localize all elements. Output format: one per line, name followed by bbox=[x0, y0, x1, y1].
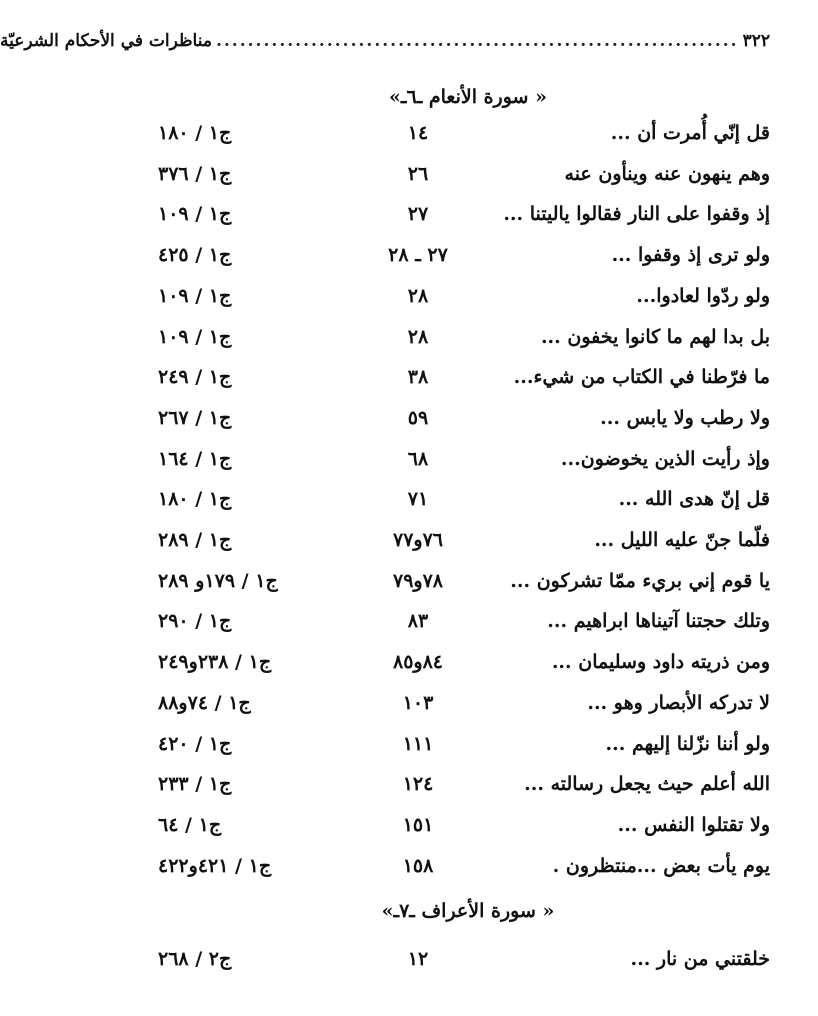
verse-text: ولو ردّوا لعادوا... bbox=[636, 284, 770, 307]
index-row bbox=[158, 403, 770, 433]
section-title: « سورة الأعراف ـ٧ـ» bbox=[381, 900, 555, 922]
index-row bbox=[158, 322, 770, 352]
index-row bbox=[158, 159, 770, 189]
verse-number: ٧٨و٧٩ bbox=[392, 569, 444, 592]
verse-number: ١٠٣ bbox=[402, 691, 434, 714]
index-row bbox=[158, 444, 770, 474]
index-row bbox=[158, 118, 770, 148]
volume-page-ref: ج١ / ٤٢٠ bbox=[158, 732, 232, 755]
index-row bbox=[158, 647, 770, 677]
verse-number: ٨٣ bbox=[407, 610, 429, 633]
verse-number: ١١١ bbox=[402, 732, 434, 755]
volume-page-ref: ج١ / ٢٨٩ bbox=[158, 529, 232, 551]
verse-text: بل بدا لهم ما كانوا يخفون ... bbox=[540, 325, 770, 348]
verse-number: ٢٧ bbox=[407, 203, 429, 226]
volume-page-ref: ج١ / ٧٤و٨٨ bbox=[158, 691, 251, 714]
volume-page-ref: ج١ / ١٠٩ bbox=[158, 284, 232, 307]
volume-page-ref: ج١ / ١٦٤ bbox=[158, 447, 232, 470]
verse-number: ٨٤و٨٥ bbox=[392, 651, 444, 674]
volume-page-ref: ج١ / ٢٣٣ bbox=[158, 773, 232, 796]
volume-page-ref: ج١ / ١٠٩ bbox=[158, 325, 232, 348]
verse-number: ٧٦و٧٧ bbox=[392, 529, 444, 551]
verse-text: فلّما جنّ عليه الليل ... bbox=[594, 529, 770, 551]
volume-page-ref: ج١ / ٢٣٨و٢٤٩ bbox=[158, 651, 272, 674]
running-title: مناظرات في الأحكام الشرعيّة bbox=[0, 31, 212, 51]
index-row bbox=[158, 851, 770, 881]
verse-number: ٣٨ bbox=[407, 366, 429, 389]
verse-text: ولو ترى إذ وقفوا ... bbox=[611, 244, 770, 267]
page-number: ٣٢٢ bbox=[742, 31, 770, 51]
verse-text: ولا رطب ولا يابس ... bbox=[600, 406, 770, 429]
verse-number: ٢٦ bbox=[407, 162, 429, 185]
verse-text: وإذ رأيت الذين يخوضون... bbox=[560, 447, 770, 470]
index-row bbox=[158, 810, 770, 840]
verse-text: وتلك حجتنا آتيناها ابراهيم ... bbox=[547, 610, 770, 633]
verse-text: ما فرّطنا في الكتاب من شيء... bbox=[513, 366, 770, 389]
verse-number: ١٢٤ bbox=[402, 773, 434, 796]
verse-number: ٥٩ bbox=[407, 406, 429, 429]
verse-text: إذ وقفوا على النار فقالوا ياليتنا ... bbox=[503, 203, 770, 226]
volume-page-ref: ج١ / ٢٦٧ bbox=[158, 406, 232, 429]
index-row bbox=[158, 240, 770, 270]
verse-number: ٢٧ ـ ٢٨ bbox=[388, 244, 448, 267]
verse-number: ٧١ bbox=[407, 488, 429, 511]
verse-number: ٢٨ bbox=[407, 325, 429, 348]
verse-text: خلقتني من نار ... bbox=[630, 948, 770, 970]
volume-page-ref: ج١ / ٤٢٥ bbox=[158, 244, 232, 267]
verse-number: ١٥١ bbox=[402, 813, 434, 836]
index-row bbox=[158, 566, 770, 596]
volume-page-ref: ج١ / ٢٩٠ bbox=[158, 610, 232, 633]
index-row bbox=[158, 281, 770, 311]
verse-number: ١٥٨ bbox=[402, 854, 434, 877]
verse-text: ومن ذريته داود وسليمان ... bbox=[551, 651, 770, 674]
verse-text: قل إنّ هدى الله ... bbox=[618, 488, 770, 511]
verse-text: وهم ينهون عنه وينأون عنه bbox=[564, 162, 770, 185]
verse-number: ٦٨ bbox=[407, 447, 429, 470]
index-row bbox=[158, 525, 770, 555]
volume-page-ref: ج١ / ٤٢١و٤٢٢ bbox=[158, 854, 272, 877]
section-title: « سورة الأنعام ـ٦ـ» bbox=[389, 86, 547, 108]
index-row bbox=[158, 606, 770, 636]
page-header bbox=[0, 26, 770, 56]
volume-page-ref: ج١ / ١٨٠ bbox=[158, 488, 232, 511]
index-row bbox=[158, 688, 770, 718]
volume-page-ref: ج٢ / ٢٦٨ bbox=[158, 948, 232, 970]
verse-text: الله أعلم حيث يجعل رسالته ... bbox=[524, 773, 770, 796]
index-row bbox=[158, 944, 770, 974]
volume-page-ref: ج١ / ٣٧٦ bbox=[158, 162, 232, 185]
verse-text: ولو أننا نزّلنا إليهم ... bbox=[605, 732, 770, 755]
volume-page-ref: ج١ / ١٠٩ bbox=[158, 203, 232, 226]
verse-text: قل إنّي أُمرت أن ... bbox=[610, 122, 770, 144]
verse-text: ولا تقتلوا النفس ... bbox=[617, 813, 770, 836]
index-row bbox=[158, 199, 770, 229]
verse-number: ١٤ bbox=[407, 122, 429, 144]
verse-text: يا قوم إني بريء ممّا تشركون ... bbox=[510, 569, 770, 592]
leader-dots: .................................................................. bbox=[215, 31, 739, 51]
verse-text: لا تدركه الأبصار وهو ... bbox=[587, 691, 770, 714]
verse-number: ١٢ bbox=[407, 948, 429, 970]
index-row bbox=[158, 729, 770, 759]
volume-page-ref: ج١ / ١٧٩و ٢٨٩ bbox=[158, 569, 278, 592]
verse-text: يوم يأت بعض ...منتظرون . bbox=[552, 854, 770, 877]
index-row bbox=[158, 362, 770, 392]
volume-page-ref: ج١ / ٦٤ bbox=[158, 813, 222, 836]
verse-number: ٢٨ bbox=[407, 284, 429, 307]
volume-page-ref: ج١ / ١٨٠ bbox=[158, 122, 232, 144]
index-row bbox=[158, 484, 770, 514]
index-row bbox=[158, 769, 770, 799]
volume-page-ref: ج١ / ٢٤٩ bbox=[158, 366, 232, 389]
